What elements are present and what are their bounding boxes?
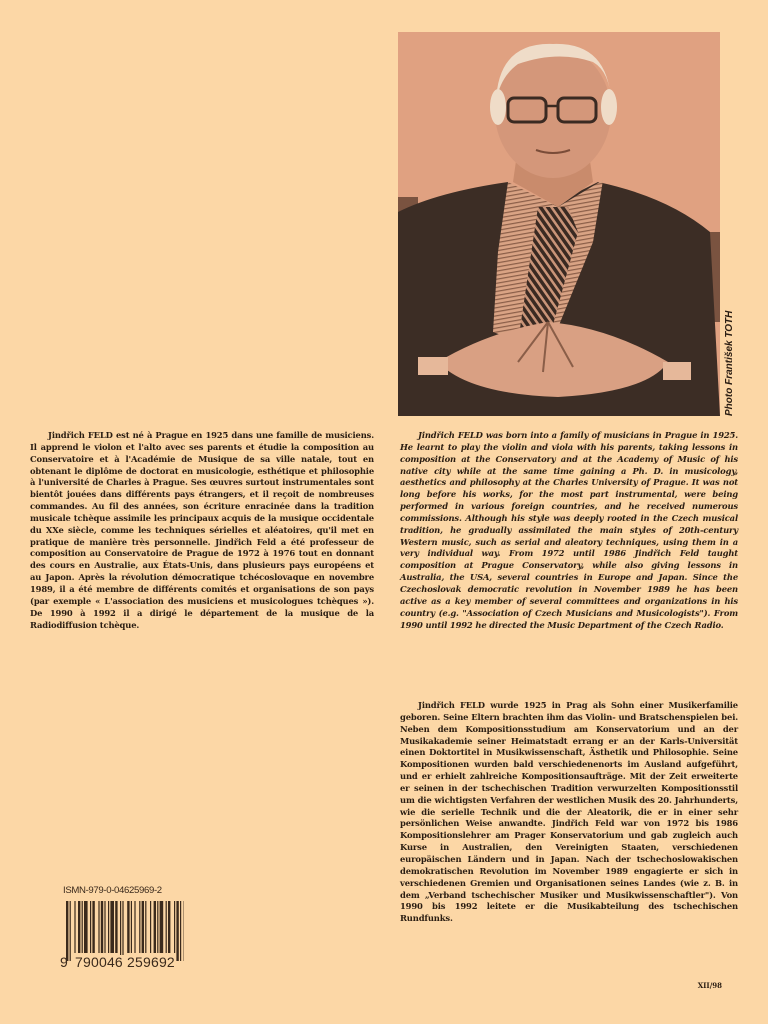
- german-paragraph: Jindřich FELD wurde 1925 in Prag als Sohn einer Musikerfamilie geboren. Seine Eltern brachten ihm das Violin- und Bratschenspielen bei. Neben dem Kompositionsstudium am Konservatorium und an der Musikakademie seiner Heimatstadt errang er an der Karls-Universität einen Doktortitel in Musikwissenschaft, Ästhetik und Philosophie. Seine Kompositionen wurden bald verschiedenenorts im Ausland aufgeführt, und er erhielt zahlreiche Kompositionsaufträge. Mit der Zeit erweiterte er seinen in der tschechischen Tradition verwurzelten Kompositionsstil um die wichtigsten Verfahren der westlichen Musik des 20. Jahrhunderts, wie die serielle Technik und die der Aleatorik, die er in einer sehr persönlichen Weise anwandte. Jindřich Feld war von 1972 bis 1986 Kompositionslehrer am Prager Konservatorium und gab zugleich auch Kurse in Australien, den Vereinigten Staaten, verschiedenen europäischen Ländern und in Japan. Nach der tschechoslowakischen demokratischen Revolution im November 1989 engagierte er sich in verschiedenen Gremien und Organisationen seines Landes (wie z. B. in dem „Verband tschechischer Musiker und Musikwissenschaftler"). Von 1990 bis 1992 leitete er die Musikabteilung des tschechischen Rundfunks.: [400, 700, 738, 924]
- barcode-bar: [115, 901, 117, 953]
- barcode-digits-right: 259692: [127, 954, 175, 970]
- barcode-bar: [108, 901, 109, 953]
- barcode-bar: [176, 901, 178, 961]
- barcode-bars: [66, 901, 184, 961]
- french-biography: [30, 430, 374, 631]
- barcode-bar: [157, 901, 158, 953]
- composer-portrait-photo: [398, 32, 720, 416]
- barcode-digit-first: 9: [60, 954, 68, 970]
- barcode-bar: [166, 901, 167, 953]
- english-biography: [400, 430, 738, 631]
- barcode-bar: [74, 901, 75, 953]
- barcode-bar: [84, 901, 88, 953]
- edition-code: XII/98: [697, 981, 722, 990]
- barcode-bar: [66, 901, 68, 961]
- ismn-barcode: [60, 885, 185, 975]
- barcode-bar: [142, 901, 144, 953]
- french-paragraph: Jindřich FELD est né à Prague en 1925 dans une famille de musiciens. Il apprend le violon et l'alto avec ses parents et étudie la composition au Conservatoire et à l'Académie de Musique de sa ville natale, tout en obtenant le diplôme de doctorat en musicologie, esthétique et philosophie à l'université de Charles à Prague. Ses œuvres surtout instrumentales sont bientôt jouées dans différents pays étrangers, et il reçoit de nombreuses commandes. Au fil des années, son écriture enracinée dans la tradition musicale tchèque assimile les principaux acquis de la musique occidentale du XXe siècle, comme les techniques sérielles et aléatoires, qu'il met en pratique de manière très personnelle. Jindřich Feld a été professeur de composition au Conservatoire de Prague de 1972 à 1976 tout en donnant des cours en Australie, aux États-Unis, dans plusieurs pays européens et au Japon. Après la révolution démocratique tchécoslovaque en novembre 1989, il a été membre de différents comités et organisations de son pays (par exemple « L'association des musiciens et musicologues tchèques »). De 1990 à 1992 il a dirigé le département de la musique de la Radiodiffusion tchèque.: [30, 430, 374, 630]
- barcode-bar: [104, 901, 105, 953]
- english-paragraph: Jindřich FELD was born into a family of musicians in Prague in 1925. He learnt to play the violin and viola with his parents, taking lessons in composition at the Conservatory and at the Academy of Music of his native city while at the same time gaining a Ph. D. in musicology, aesthetics and philosophy at the Charles University of Prague. It was not long before his works, for the most part instrumental, were being performed in various foreign countries, and he received numerous commissions. Although his style was deeply rooted in the Czech musical tradition, he gradually assimilated the main styles of 20th-century Western music, such as serial and aleatory techniques, using them in a very individual way. From 1972 until 1986 Jindřich Feld taught composition at Prague Conservatory, while also giving lessons in Australia, the USA, several countries in Europe and Japan. Since the Czechoslovak democratic revolution in November 1989 he has been active as a key member of several committees and organizations in his country (e.g. "Association of Czech Musicians and Musicologists"). From 1990 until 1992 he directed the Music Department of the Czech Radio.: [400, 430, 738, 630]
- barcode-bar: [160, 901, 164, 953]
- barcode-bar: [78, 901, 80, 953]
- photo-credit: Photo František TOTH: [724, 310, 735, 416]
- barcode-bar: [168, 901, 170, 953]
- barcode-bar: [145, 901, 146, 953]
- barcode-bar: [110, 901, 114, 953]
- barcode-bar: [98, 901, 99, 953]
- portrait-illustration: [398, 32, 720, 416]
- ismn-number: ISMN-979-0-04625969-2: [63, 885, 162, 896]
- barcode-bar: [70, 901, 71, 961]
- barcode-bar: [90, 901, 91, 953]
- barcode-bar: [122, 901, 123, 961]
- barcode-bar: [131, 901, 132, 953]
- barcode-bar: [92, 901, 94, 953]
- barcode-bar: [82, 901, 83, 953]
- barcode-bar: [150, 901, 151, 953]
- barcode-bar: [139, 901, 140, 953]
- barcode-digits-left: 790046: [75, 954, 123, 970]
- barcode-bar: [120, 901, 121, 961]
- barcode-bar: [134, 901, 135, 953]
- barcode-bar: [154, 901, 156, 953]
- barcode-bar: [174, 901, 175, 953]
- barcode-bar: [101, 901, 103, 953]
- german-biography: [400, 700, 738, 925]
- barcode-bar: [127, 901, 129, 953]
- barcode-bar: [180, 901, 181, 961]
